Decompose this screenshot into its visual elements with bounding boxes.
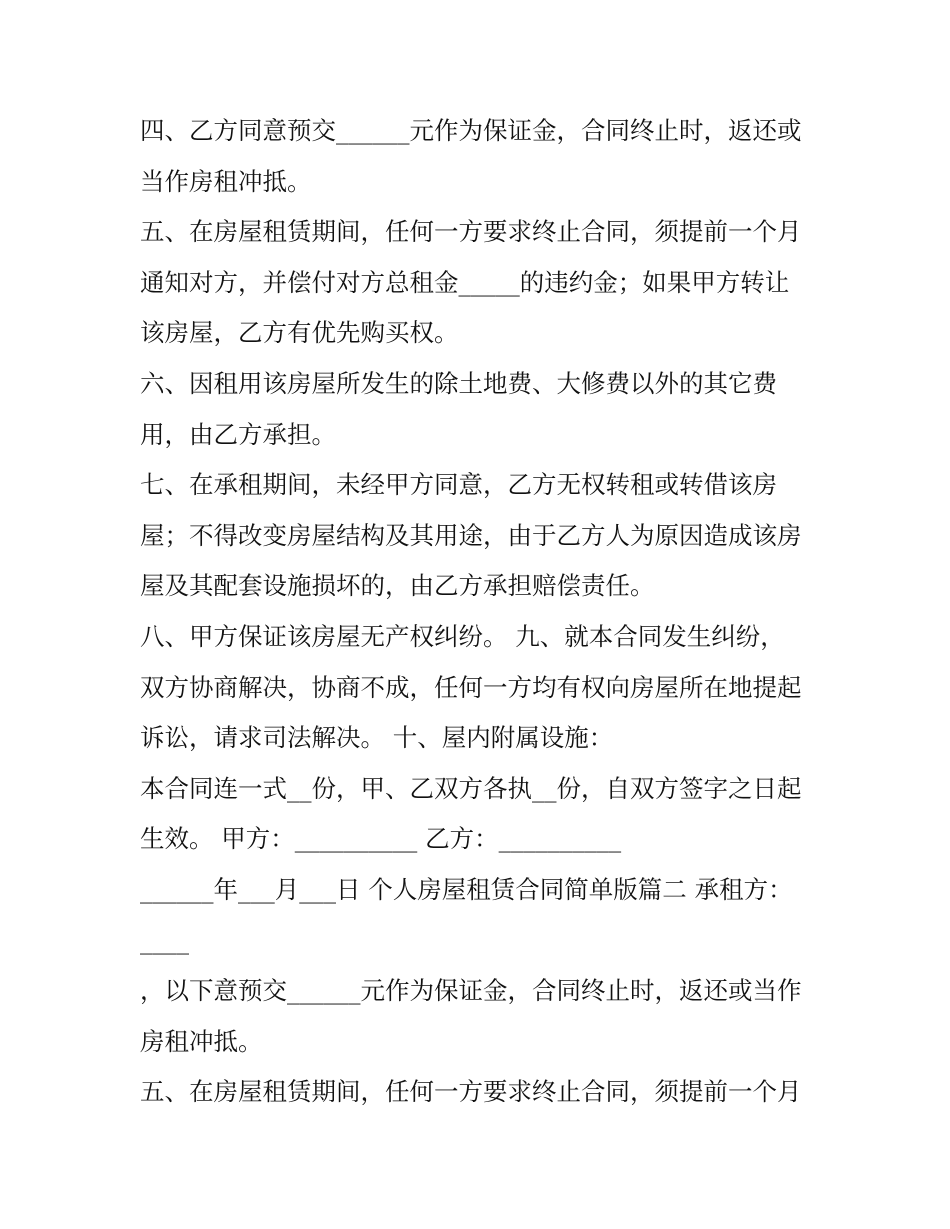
text-line: 屋；不得改变房屋结构及其用途，由于乙方人为原因造成该房	[140, 520, 802, 550]
text-line: 双方协商解决，协商不成，任何一方均有权向房屋所在地提起	[140, 672, 802, 702]
text-line: 七、在承租期间，未经甲方同意，乙方无权转租或转借该房	[140, 470, 777, 500]
text-line: 八、甲方保证该房屋无产权纠纷。 九、就本合同发生纠纷，	[140, 621, 785, 651]
text-line: 当作房租冲抵。	[140, 166, 312, 196]
text-line: ，以下意预交______元作为保证金，合同终止时，返还或当作	[140, 976, 802, 1006]
text-line: 六、因租用该房屋所发生的除土地费、大修费以外的其它费	[140, 368, 777, 398]
text-line: 通知对方，并偿付对方总租金_____的违约金；如果甲方转让	[140, 267, 790, 297]
text-line: 该房屋，乙方有优先购买权。	[140, 318, 459, 348]
text-line: 屋及其配套设施损坏的，由乙方承担赔偿责任。	[140, 571, 655, 601]
text-line: 生效。 甲方：__________ 乙方：__________	[140, 824, 622, 854]
text-line: 诉讼，请求司法解决。 十、屋内附属设施：	[140, 723, 614, 753]
text-line: ____	[140, 925, 189, 955]
text-line: ______年___月___日 个人房屋租赁合同简单版篇二 承租方：	[140, 874, 793, 904]
text-line: 用，由乙方承担。	[140, 419, 336, 449]
text-line: 五、在房屋租赁期间，任何一方要求终止合同，须提前一个月	[140, 217, 802, 247]
text-line: 四、乙方同意预交______元作为保证金，合同终止时，返还或	[140, 116, 802, 145]
text-line: 五、在房屋租赁期间，任何一方要求终止合同，须提前一个月	[140, 1077, 802, 1107]
contract-text	[140, 106, 830, 1118]
text-line: 本合同连一式__份，甲、乙双方各执__份，自双方签字之日起	[140, 773, 802, 803]
text-line: 房租冲抵。	[140, 1026, 263, 1056]
